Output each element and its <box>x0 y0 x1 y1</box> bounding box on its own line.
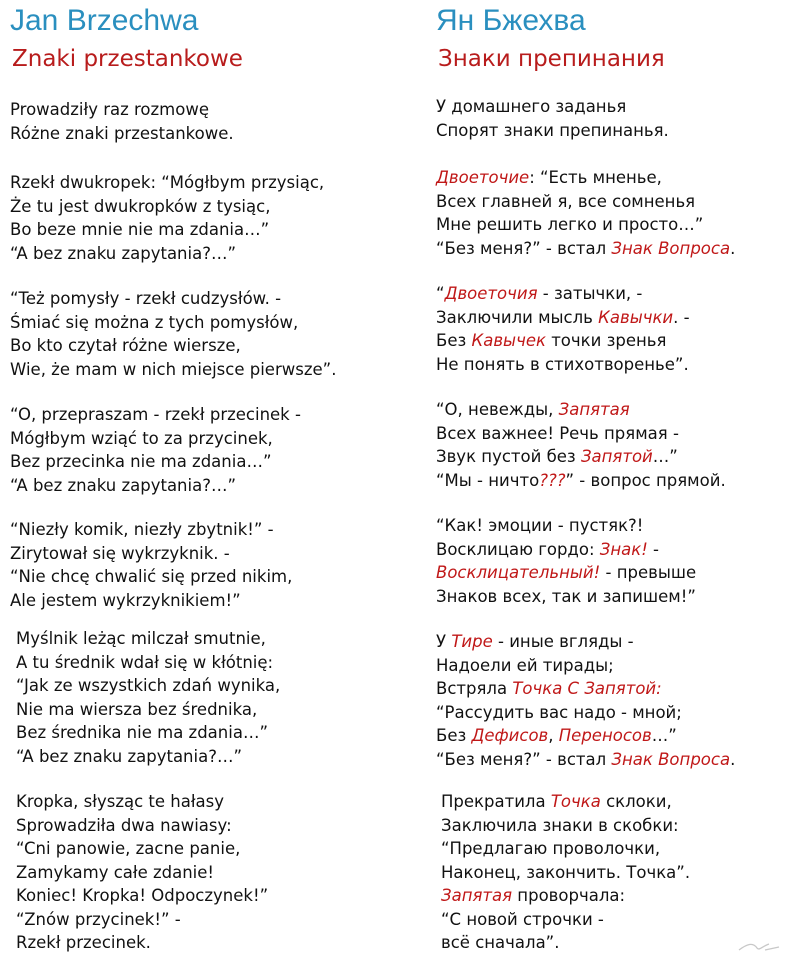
stanza <box>10 287 336 381</box>
poem-line <box>436 469 726 493</box>
punctuation-term: Точка <box>550 792 601 811</box>
line-text: “Без меня?” - встал <box>436 749 612 769</box>
stanza <box>10 518 292 612</box>
stanza <box>10 98 234 145</box>
stanza <box>436 630 735 771</box>
poem-line <box>436 329 690 353</box>
poem-line <box>436 119 669 143</box>
line-text: Заключила знаки в скобки: <box>441 815 679 835</box>
poem-line: Rzekł przecinek. <box>16 933 151 952</box>
line-text: Без <box>436 331 472 350</box>
punctuation-term: Знак! <box>599 539 648 559</box>
poem-line <box>436 398 726 422</box>
poem-line <box>436 95 669 119</box>
poem-line: Myślnik leżąc milczał smutnie, <box>16 629 266 648</box>
line-text: - превыше <box>600 563 697 582</box>
poem-line: “Nie chcę chwalić się przed nikim, <box>10 567 293 586</box>
line-text: : “Есть мненье, <box>529 168 662 187</box>
poem-line: “Niezły komik, niezły zbytnik!” - <box>10 520 274 539</box>
poem-line <box>436 166 735 190</box>
poem-line <box>441 931 690 955</box>
poem-line: Rzekł dwukropek: “Mógłbym przysiąc, <box>10 173 325 192</box>
poem-line: “Cni panowie, zacne panie, <box>16 839 241 858</box>
polish-title: Znaki przestankowe <box>12 46 243 72</box>
line-text: Мне решить легко и просто…” <box>436 215 704 234</box>
line-text: Заключили мысль <box>436 307 599 327</box>
poem-line <box>436 630 735 654</box>
poem-line: Bez średnika nie ma zdania…” <box>16 723 268 742</box>
stanza <box>10 403 301 497</box>
punctuation-term: Кавычек <box>471 331 546 350</box>
stanza <box>436 166 735 260</box>
line-text: “ <box>436 284 445 303</box>
poem-line <box>436 677 735 701</box>
punctuation-term: Дефисов <box>471 726 549 745</box>
poem-line <box>436 724 735 748</box>
line-text: У домашнего заданья <box>436 97 627 116</box>
punctuation-term: Запятой <box>580 447 653 466</box>
punctuation-term: Запятая <box>558 400 630 419</box>
punctuation-term: Знак Вопроса <box>611 238 731 258</box>
punctuation-term: Двоеточия <box>444 284 538 303</box>
punctuation-term: Восклицательный! <box>436 563 601 582</box>
russian-author: Ян Бжехва <box>436 4 586 37</box>
line-text: Наконец, закончить. Точка”. <box>441 862 691 882</box>
poem-line: Zirytował się wykrzyknik. - <box>10 543 230 563</box>
line-text: ” - вопрос прямой. <box>565 470 726 490</box>
line-text: …” <box>651 726 677 745</box>
poem-line: A tu średnik wdał się w kłótnię: <box>16 652 274 672</box>
poem-line: Że tu jest dwukropków z tysiąc, <box>10 196 271 216</box>
line-text: . <box>730 749 736 769</box>
poem-line: Sprowadziła dwa nawiasy: <box>16 815 232 835</box>
poem-line <box>441 814 690 838</box>
poem-line <box>436 748 735 772</box>
punctuation-term: ??? <box>539 470 566 490</box>
punctuation-term: Двоеточие <box>436 168 530 187</box>
poem-line: “O, przepraszam - rzekł przecinek - <box>10 405 301 424</box>
line-text: Звук пустой без <box>436 447 581 466</box>
poem-line <box>441 837 690 861</box>
line-text: Знаков всех, так и запишем!” <box>436 586 696 606</box>
line-text: всё сначала”. <box>441 933 560 952</box>
line-text: Спорят знаки препинанья. <box>436 120 669 140</box>
stanza <box>16 627 280 768</box>
punctuation-term: Переносов <box>558 726 652 745</box>
poem-line: Bo beze mnie nie ma zdania…” <box>10 220 270 239</box>
line-text: Надоели ей тирады; <box>436 655 614 675</box>
line-text: Без <box>436 726 472 745</box>
stanza <box>16 790 268 955</box>
line-text: …” <box>652 447 678 466</box>
punctuation-term: Знак Вопроса <box>611 749 731 769</box>
line-text: Всех главней я, все сомненья <box>436 191 696 211</box>
poem-line: Śmiać się można z tych pomysłów, <box>10 312 299 332</box>
stanza <box>436 514 696 608</box>
punctuation-term: Кавычки <box>598 307 674 327</box>
line-text: “О, невежды, <box>436 400 559 419</box>
polish-author: Jan Brzechwa <box>10 4 199 37</box>
poem-line <box>436 282 690 306</box>
poem-line: Wie, że mam w nich miejsce pierwsze”. <box>10 359 337 379</box>
poem-line: Koniec! Kropka! Odpoczynek!” <box>16 886 269 905</box>
poem-line: Nie ma wiersza bez średnika, <box>16 699 258 719</box>
punctuation-term: Точка С Запятой: <box>512 679 662 698</box>
poem-line: Kropka, słysząc te hałasy <box>16 792 225 811</box>
poem-line: Różne znaki przestankowe. <box>10 123 234 143</box>
poem-line <box>436 353 690 377</box>
poem-line <box>436 585 696 609</box>
poem-line: Bez przecinka nie ma zdania…” <box>10 452 272 471</box>
line-text: - иные вгляды - <box>492 632 634 651</box>
poem-line: Bo kto czytał różne wiersze, <box>10 336 241 355</box>
line-text: “Без меня?” - встал <box>436 238 612 258</box>
poem-line <box>441 861 690 885</box>
poem-line <box>436 654 735 678</box>
line-text: , <box>548 726 559 745</box>
line-text: . <box>730 238 736 258</box>
poem-line: “Też pomysły - rzekł cudzysłów. - <box>10 289 282 308</box>
line-text: Не понять в стихотворенье”. <box>436 354 689 374</box>
line-text: У <box>436 632 452 651</box>
line-text: “Рассудить вас надо - мной; <box>436 702 682 722</box>
poem-line: “A bez znaku zapytania?…” <box>16 746 243 766</box>
poem-line <box>441 790 690 814</box>
poem-line: “A bez znaku zapytania?…” <box>10 243 237 263</box>
signature-mark <box>735 934 783 956</box>
line-text: - <box>647 539 660 559</box>
punctuation-term: Тире <box>451 632 493 651</box>
line-text: “Предлагаю проволочки, <box>441 839 661 858</box>
russian-title: Знаки препинания <box>438 46 665 72</box>
line-text: Восклицаю гордо: <box>436 539 600 559</box>
poem-line <box>441 884 690 908</box>
poem-line <box>436 422 726 446</box>
poem-line <box>436 561 696 585</box>
line-text: - затычки, - <box>537 284 643 303</box>
line-text: . - <box>673 307 690 327</box>
poem-line <box>436 538 696 562</box>
line-text: точки зренья <box>545 331 667 350</box>
poem-line: Zamykamy całe zdanie! <box>16 862 215 882</box>
stanza <box>436 282 690 376</box>
poem-line <box>436 237 735 261</box>
poem-line: Mógłbym wziąć to za przycinek, <box>10 428 273 448</box>
poem-line: “A bez znaku zapytania?…” <box>10 475 237 495</box>
poem-line <box>436 190 735 214</box>
line-text: “Мы - ничто <box>436 470 540 490</box>
stanza <box>436 398 726 492</box>
poem-line <box>436 213 735 237</box>
poem-line <box>436 445 726 469</box>
line-text: склоки, <box>600 792 672 811</box>
line-text: Всех важнее! Речь прямая - <box>436 423 679 443</box>
line-text: “С новой строчки - <box>441 909 604 929</box>
poem-line <box>436 701 735 725</box>
poem-line <box>436 306 690 330</box>
poem-line: “Znów przycinek!” - <box>16 909 181 929</box>
poem-line <box>436 514 696 538</box>
line-text: Прекратила <box>441 792 551 811</box>
stanza <box>436 95 669 142</box>
line-text: проворчала: <box>512 886 626 905</box>
line-text: “Как! эмоции - пустяк?! <box>436 516 644 535</box>
line-text: Встряла <box>436 679 513 698</box>
poem-line <box>441 908 690 932</box>
stanza <box>441 790 690 955</box>
poem-line: “Jak ze wszystkich zdań wynika, <box>16 676 281 695</box>
punctuation-term: Запятая <box>441 886 513 905</box>
poem-line: Ale jestem wykrzyknikiem!” <box>10 590 241 610</box>
poem-line: Prowadziły raz rozmowę <box>10 100 209 119</box>
stanza <box>10 171 324 265</box>
